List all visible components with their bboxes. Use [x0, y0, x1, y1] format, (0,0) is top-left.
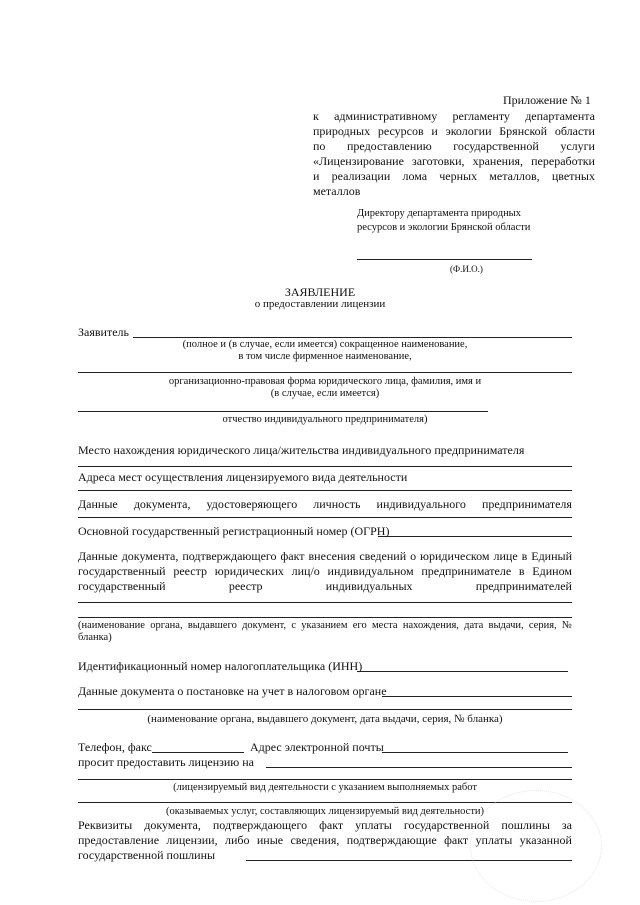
word: департамента [525, 109, 595, 123]
word: металлов, [489, 169, 540, 183]
applicant-hint-2: в том числе фирменное наименование, [238, 351, 412, 362]
request-hint-2: (оказываемых услуг, составляющих лицензируемый вид деятельности) [165, 806, 485, 817]
word: нахождения, [402, 620, 459, 631]
word: либо [224, 833, 250, 847]
word: заготовки, [411, 154, 465, 168]
word: сведений [359, 549, 407, 563]
ogrn-field[interactable] [378, 536, 572, 537]
word: услуги [560, 139, 595, 153]
location-label: Место нахождения юридического лица/жительства индивидуального предпринимателя [78, 443, 525, 457]
fio-hint: (Ф.И.О.) [450, 264, 483, 274]
word: выдачи, [488, 620, 524, 631]
word: подтверждающие [346, 833, 437, 847]
word: области [554, 124, 595, 138]
seal-stamp [470, 790, 602, 902]
word: реестр [228, 579, 263, 593]
word: предпринимателя [481, 497, 572, 511]
word: удостоверяющего [206, 497, 298, 511]
applicant-field[interactable] [133, 337, 572, 338]
word: уплаты [355, 818, 392, 832]
word: ресурсов [377, 124, 424, 138]
word: лицензии, [166, 833, 218, 847]
word: и [313, 169, 320, 183]
appendix-line-4 [313, 154, 595, 168]
tax-label: Данные документа о постановке на учет в налоговом органе [78, 684, 387, 698]
word: предоставлению [346, 139, 432, 153]
word: выдавшего [187, 620, 237, 631]
word: административному [334, 109, 438, 123]
appendix-line-6: металлов [313, 184, 361, 198]
identity-label [78, 497, 572, 511]
word: с [291, 620, 297, 631]
word: документа, [144, 818, 201, 832]
document-subtitle: о предоставлении лицензии [254, 298, 386, 310]
word: государственной [453, 139, 539, 153]
word: юридических [214, 564, 284, 578]
word: юридическом [420, 549, 490, 563]
identity-field[interactable] [78, 517, 572, 518]
word: предпринимателей [475, 579, 572, 593]
inn-field[interactable] [357, 671, 568, 672]
word: Едином [532, 564, 572, 578]
addresses-label: Адреса мест осуществления лицензируемого вида деятельности [78, 470, 408, 484]
word: подтверждающего [212, 818, 308, 832]
word: серия, [528, 620, 557, 631]
word: в [521, 549, 528, 563]
word: уплаты [475, 833, 513, 847]
word: внесения [308, 549, 356, 563]
word: к [313, 109, 319, 123]
ogrn-label: Основной государственный регистрационный номер (ОГРН) [78, 524, 390, 538]
registry-field-1[interactable] [78, 602, 572, 603]
phone-label: Телефон, факс [78, 740, 152, 754]
word: подтверждающего [182, 549, 277, 563]
word: Единый [531, 549, 572, 563]
request-label: просит предоставить лицензию на [78, 755, 255, 769]
word: реестр [173, 564, 207, 578]
word: и [431, 124, 438, 138]
addresses-field[interactable] [78, 490, 572, 491]
registry-note-line-1 [78, 620, 572, 632]
word: предпринимателе [421, 564, 512, 578]
request-field-2[interactable] [78, 779, 572, 780]
word: в [518, 564, 525, 578]
word: Реквизиты [78, 818, 133, 832]
word: лиц/о [291, 564, 320, 578]
request-field[interactable] [266, 767, 572, 768]
word: Данные [78, 497, 118, 511]
applicant-hint-3: организационно-правовая форма юридического лица, фамилия, имя и [168, 376, 482, 387]
word: иные [256, 833, 284, 847]
word: лице [493, 549, 518, 563]
appendix-line-3 [313, 139, 595, 153]
word: индивидуального [376, 497, 466, 511]
registry-line-2 [78, 564, 572, 578]
word: государственный [78, 579, 166, 593]
word: по [313, 139, 326, 153]
applicant-field-2[interactable] [78, 372, 572, 373]
applicant-hint-5: отчество индивидуального предпринимателя) [222, 414, 428, 425]
word: природных [313, 124, 371, 138]
word: факт [444, 833, 469, 847]
request-hint-1: (лицензируемый вид деятельности с указанием выполняемых работ [173, 782, 477, 793]
word: лома [402, 169, 428, 183]
appendix-line-5 [313, 169, 595, 183]
word: пошлины [501, 818, 550, 832]
word: сведения, [290, 833, 340, 847]
word: факт [280, 549, 305, 563]
document-title: ЗАЯВЛЕНИЕ [284, 285, 356, 299]
location-field[interactable] [78, 466, 572, 467]
tax-field[interactable] [382, 696, 572, 697]
tax-hint: (наименование органа, выдавшего документ, дата выдачи, серия, № бланка) [147, 713, 503, 725]
word: государственный [78, 564, 166, 578]
word: документ, [242, 620, 287, 631]
registry-field-2[interactable] [78, 617, 572, 618]
word: предоставление [78, 833, 160, 847]
word: Данные [78, 549, 118, 563]
word: органа, [150, 620, 183, 631]
word: (наименование [78, 620, 145, 631]
word: индивидуальном [327, 564, 414, 578]
phone-field[interactable] [152, 752, 244, 753]
addressee-line-1: Директору департамента природных [357, 208, 521, 219]
addressee-line-2: ресурсов и экологии Брянской области [357, 222, 531, 233]
word: № [561, 620, 572, 631]
applicant-field-3[interactable] [78, 411, 488, 412]
word: «Лицензирование [313, 154, 404, 168]
registry-note-line-2: бланка) [78, 632, 112, 643]
registry-line-1 [78, 549, 572, 563]
word: указанием [301, 620, 348, 631]
word: Брянской [499, 124, 548, 138]
appendix-line-1 [313, 109, 595, 123]
director-name-line[interactable] [357, 259, 532, 260]
appendix-title: Приложение № 1 [503, 93, 591, 107]
email-field[interactable] [382, 752, 568, 753]
word: регламенту [452, 109, 510, 123]
word: переработки [531, 154, 595, 168]
word: документа, [121, 549, 179, 563]
word: указанной [519, 833, 572, 847]
word: цветных [551, 169, 595, 183]
tax-field-2[interactable] [78, 709, 572, 710]
word: экологии [445, 124, 492, 138]
word: черных [439, 169, 478, 183]
word: факт [319, 818, 344, 832]
registry-line-3 [78, 579, 572, 593]
payment-line-3: государственной пошлины [78, 848, 216, 862]
applicant-hint-4: (в случае, если имеется) [270, 388, 380, 399]
appendix-line-2 [313, 124, 595, 138]
word: реализации [331, 169, 391, 183]
word: места [371, 620, 398, 631]
word: государственной [403, 818, 490, 832]
email-label: Адрес электронной почты [250, 740, 384, 754]
word: хранения, [472, 154, 524, 168]
word: о [410, 549, 417, 563]
applicant-hint-1: (полное и (в случае, если имеется) сокращенное наименование, [182, 339, 468, 350]
word: личность [313, 497, 361, 511]
word: индивидуальных [325, 579, 413, 593]
word: дата [464, 620, 484, 631]
applicant-label: Заявитель [78, 325, 129, 339]
word: документа, [133, 497, 191, 511]
word: за [561, 818, 572, 832]
inn-label: Идентификационный номер налогоплательщика (ИНН) [78, 659, 363, 673]
word: его [352, 620, 367, 631]
